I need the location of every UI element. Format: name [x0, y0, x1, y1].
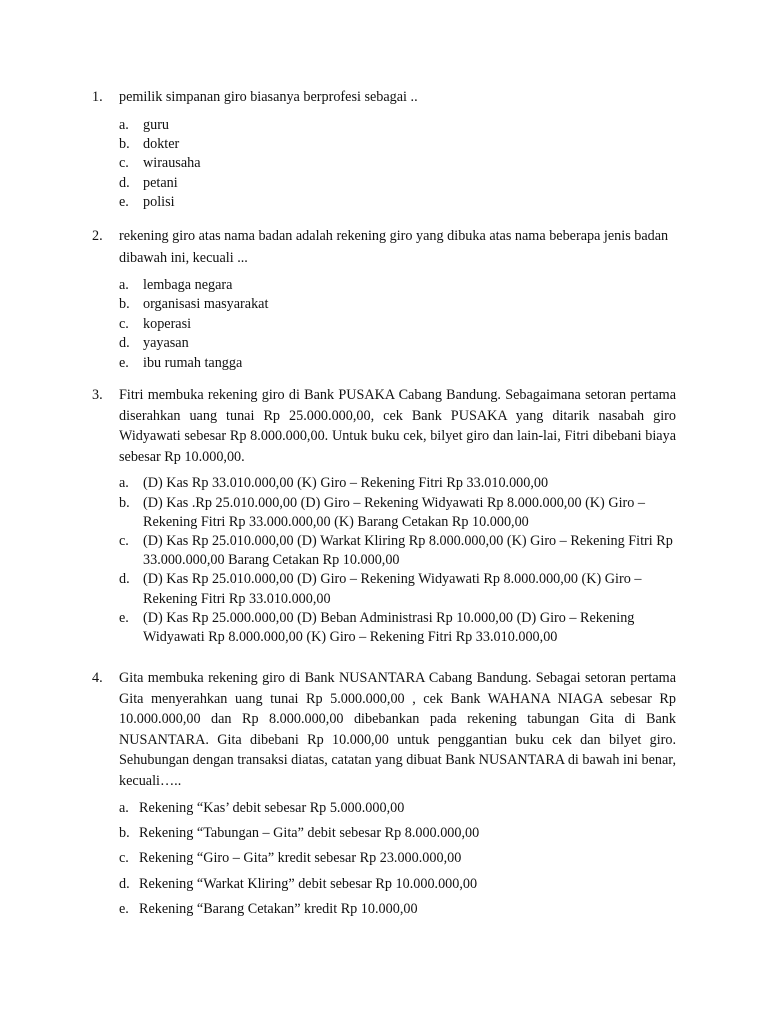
option-text: (D) Kas .Rp 25.010.000,00 (D) Giro – Rekening Widyawati Rp 8.000.000,00 (K) Giro – Rekening Fitri Rp 33.000.000,00 (K) Barang Cetakan Rp 10.000,00	[143, 494, 645, 530]
question-number: 2.	[92, 228, 103, 244]
question-header	[92, 87, 676, 109]
option-text: Rekening “Tabungan – Gita” debit sebesar Rp 8.000.000,00	[139, 825, 480, 842]
question-text: rekening giro atas nama badan adalah rekening giro yang dibuka atas nama beberapa jenis badan dibawah ini, kecuali ...	[119, 228, 669, 266]
question-3	[92, 385, 676, 647]
option-letter: a.	[119, 475, 129, 492]
option-text: koperasi	[143, 315, 192, 332]
question-4	[92, 668, 676, 924]
option-letter: b.	[119, 135, 130, 152]
option-list	[92, 116, 676, 213]
option-letter: d.	[119, 174, 130, 191]
option-list	[92, 798, 676, 919]
option-text: guru	[143, 116, 170, 133]
option-a	[119, 116, 676, 135]
option-text: lembaga negara	[143, 277, 233, 293]
option-letter: c.	[119, 315, 129, 332]
option-letter: a.	[119, 116, 129, 133]
option-text: Rekening “Kas’ debit sebesar Rp 5.000.000,00	[139, 800, 405, 816]
option-letter: b.	[119, 825, 130, 842]
question-number: 1.	[92, 89, 103, 105]
option-c	[119, 532, 676, 570]
question-2	[92, 226, 676, 373]
option-text: ibu rumah tangga	[143, 354, 243, 371]
option-d	[119, 174, 676, 193]
option-letter: e.	[119, 609, 129, 626]
option-d	[119, 570, 676, 608]
option-b	[119, 135, 676, 154]
question-header	[92, 668, 676, 791]
option-text: organisasi masyarakat	[143, 296, 269, 313]
option-list	[92, 276, 676, 373]
option-letter: e.	[119, 900, 129, 917]
option-letter: c.	[119, 532, 129, 549]
question-text: Gita membuka rekening giro di Bank NUSANTARA Cabang Bandung. Sebagai setoran pertama Gita menyerahkan uang tunai Rp 5.000.000,00 , cek Bank WAHANA NIAGA sebesar Rp 10.000.000,00 dan Rp 8.000.000,00 dibebankan pada rekening tabungan Gita di Bank NUSANTARA. Gita dibebani Rp 10.000,00 untuk penggantian buku cek dan bilyet giro. Sehubungan dengan transaksi diatas, catatan yang dibuat Bank NUSANTARA di bawah ini benar, kecuali…..	[119, 670, 676, 789]
option-letter: b.	[119, 494, 130, 511]
option-d	[119, 874, 676, 894]
option-c	[119, 848, 676, 868]
question-header	[92, 226, 676, 269]
option-b	[119, 295, 676, 314]
option-e	[119, 899, 676, 919]
option-text: Rekening “Giro – Gita” kredit sebesar Rp 23.000.000,00	[139, 850, 462, 867]
question-number: 3.	[92, 387, 103, 403]
option-letter: d.	[119, 571, 130, 588]
question-text: Fitri membuka rekening giro di Bank PUSAKA Cabang Bandung. Sebagaimana setoran pertama diserahkan uang tunai Rp 25.000.000,00, cek Bank PUSAKA yang ditarik nasabah giro Widyawati sebesar Rp 8.000.000,00. Untuk buku cek, bilyet giro dan lain-lai, Fitri dibebani biaya sebesar Rp 10.000,00.	[119, 387, 676, 465]
option-text: Rekening “Warkat Kliring” debit sebesar Rp 10.000.000,00	[139, 875, 478, 892]
option-c	[119, 315, 676, 334]
option-list	[92, 474, 676, 647]
option-letter: a.	[119, 277, 129, 293]
option-a	[119, 276, 676, 295]
option-letter: e.	[119, 194, 129, 211]
question-text: pemilik simpanan giro biasanya berprofesi sebagai ..	[119, 89, 418, 105]
question-1	[92, 87, 676, 213]
option-b	[119, 494, 676, 532]
option-text: (D) Kas Rp 33.010.000,00 (K) Giro – Rekening Fitri Rp 33.010.000,00	[143, 475, 549, 492]
option-letter: c.	[119, 850, 129, 867]
option-text: petani	[143, 174, 178, 191]
option-letter: d.	[119, 335, 130, 352]
option-text: wirausaha	[143, 155, 201, 172]
option-letter: d.	[119, 875, 130, 892]
option-d	[119, 334, 676, 353]
option-letter: c.	[119, 155, 129, 172]
question-number: 4.	[92, 670, 103, 686]
option-letter: b.	[119, 296, 130, 313]
option-text: dokter	[143, 135, 180, 152]
option-e	[119, 193, 676, 212]
option-letter: e.	[119, 354, 129, 371]
option-b	[119, 823, 676, 843]
option-text: (D) Kas Rp 25.000.000,00 (D) Beban Administrasi Rp 10.000,00 (D) Giro – Rekening Widyawati Rp 8.000.000,00 (K) Giro – Rekening Fitri Rp 33.010.000,00	[143, 609, 635, 645]
option-text: Rekening “Barang Cetakan” kredit Rp 10.000,00	[139, 900, 418, 917]
option-a	[119, 798, 676, 818]
option-text: polisi	[143, 194, 175, 211]
option-text: yayasan	[143, 335, 189, 352]
option-letter: a.	[119, 800, 129, 816]
question-header	[92, 385, 676, 467]
option-e	[119, 354, 676, 373]
option-c	[119, 154, 676, 173]
option-text: (D) Kas Rp 25.010.000,00 (D) Giro – Rekening Widyawati Rp 8.000.000,00 (K) Giro – Rekening Fitri Rp 33.010.000,00	[143, 571, 642, 607]
option-a	[119, 474, 676, 493]
option-text: (D) Kas Rp 25.010.000,00 (D) Warkat Kliring Rp 8.000.000,00 (K) Giro – Rekening Fitri Rp 33.000.000,00 Barang Cetakan Rp 10.000,00	[143, 532, 673, 569]
option-e	[119, 609, 676, 647]
